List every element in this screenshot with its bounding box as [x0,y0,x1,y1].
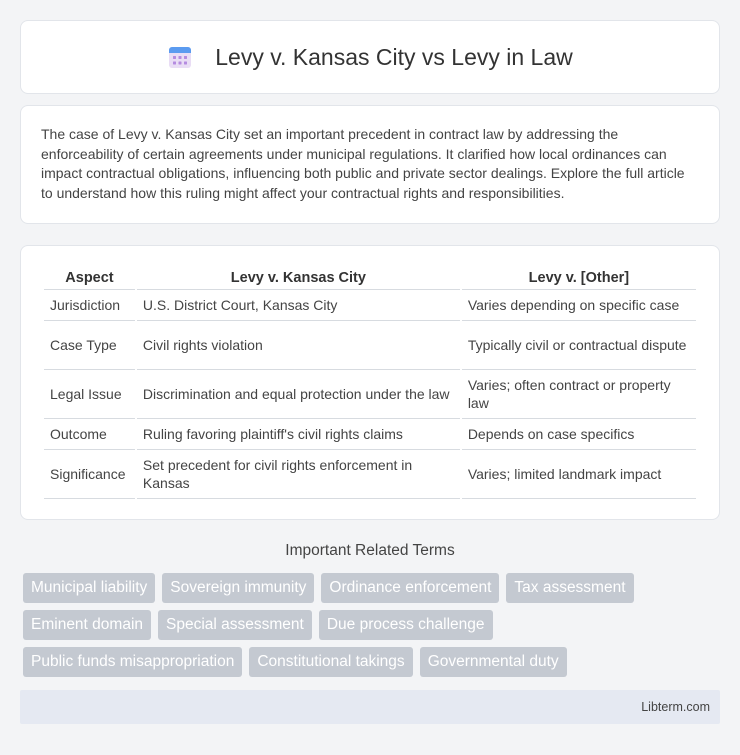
cell-other: Varies depending on specific case [462,290,696,321]
term-tag[interactable]: Special assessment [158,610,312,640]
header-levy-kansas-city: Levy v. Kansas City [137,266,460,290]
term-tag[interactable]: Tax assessment [506,573,633,603]
cell-aspect: Case Type [44,321,135,370]
cell-kansas-city: Discrimination and equal protection under the law [137,370,460,419]
cell-other: Depends on case specifics [462,419,696,450]
cell-aspect: Significance [44,450,135,499]
comparison-table [42,266,698,499]
cell-other: Varies; often contract or property law [462,370,696,419]
related-terms [23,573,723,684]
page-title: Levy v. Kansas City vs Levy in Law [215,43,573,70]
term-tag[interactable]: Ordinance enforcement [321,573,499,603]
cell-other: Varies; limited landmark impact [462,450,696,499]
related-terms-title: Important Related Terms [285,542,455,559]
cell-other: Typically civil or contractual dispute [462,321,696,370]
table-header-row [44,266,696,290]
term-tag[interactable]: Governmental duty [420,647,567,677]
table-row [44,370,696,419]
cell-aspect: Legal Issue [44,370,135,419]
calendar-icon [167,44,193,70]
cell-aspect: Jurisdiction [44,290,135,321]
table-row [44,321,696,370]
term-tag[interactable]: Constitutional takings [249,647,412,677]
table-row [44,290,696,321]
header-aspect: Aspect [44,266,135,290]
term-tag[interactable]: Municipal liability [23,573,155,603]
intro-card [20,105,720,224]
cell-kansas-city: Ruling favoring plaintiff's civil rights claims [137,419,460,450]
term-tag[interactable]: Public funds misappropriation [23,647,242,677]
header-card [20,20,720,94]
table-row [44,450,696,499]
table-row [44,419,696,450]
term-tag[interactable]: Due process challenge [319,610,493,640]
header-levy-other: Levy v. [Other] [462,266,696,290]
footer [20,690,720,724]
cell-kansas-city: Set precedent for civil rights enforcement in Kansas [137,450,460,499]
cell-kansas-city: Civil rights violation [137,321,460,370]
footer-site-link[interactable]: Libterm.com [641,700,710,714]
cell-aspect: Outcome [44,419,135,450]
term-tag[interactable]: Eminent domain [23,610,151,640]
cell-kansas-city: U.S. District Court, Kansas City [137,290,460,321]
term-tag[interactable]: Sovereign immunity [162,573,314,603]
intro-text: The case of Levy v. Kansas City set an important precedent in contract law by addressing the enforceability of certain agreements under municipal regulations. It clarified how local ordinances can impact contractual obligations, influencing both public and private sector dealings. Explore the full article to understand how this ruling might affect your contractual rights and responsibilities. [41,126,685,201]
comparison-table-card [20,245,720,520]
